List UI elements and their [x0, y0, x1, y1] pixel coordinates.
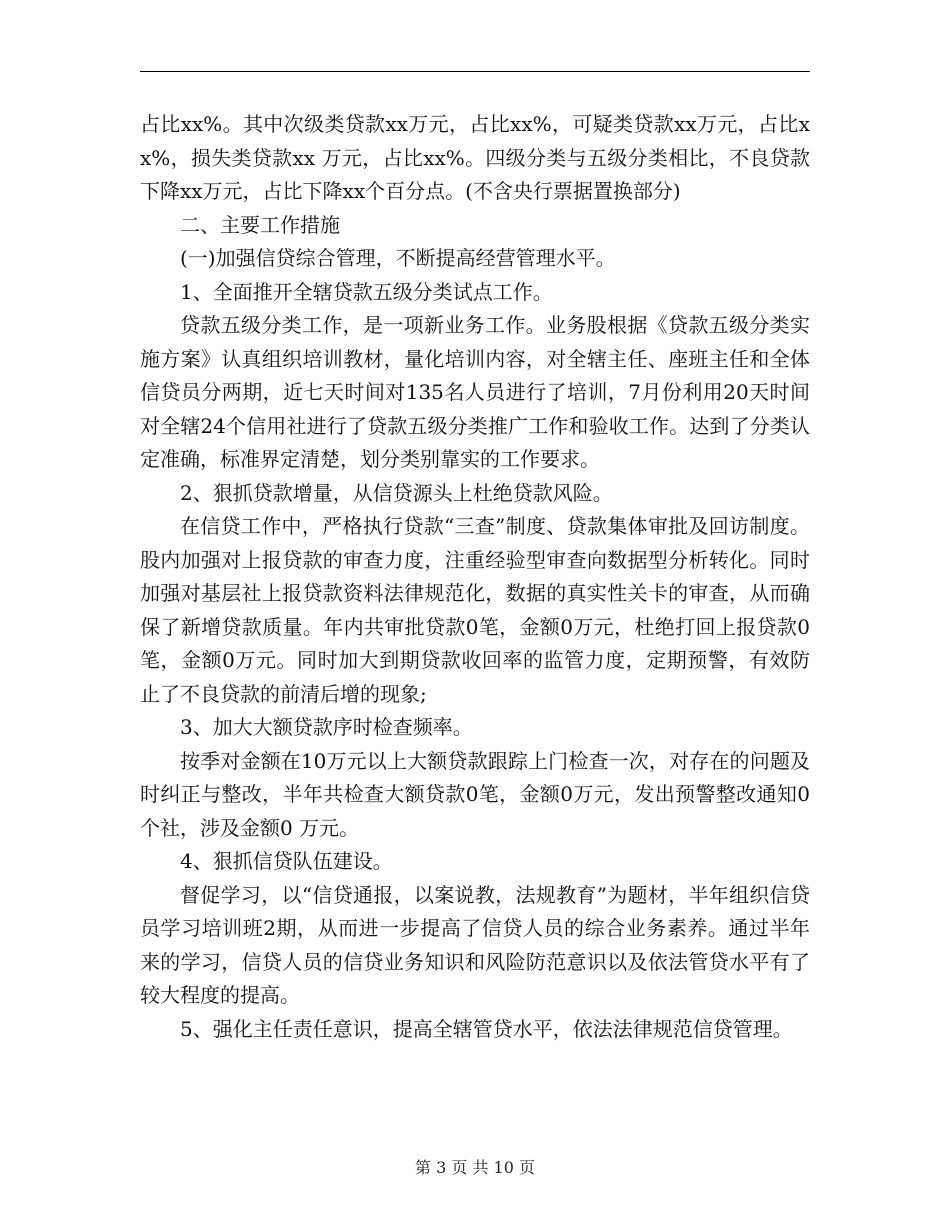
item-heading: 2、狠抓贷款增量，从信贷源头上杜绝贷款风险。: [180, 480, 613, 505]
header-rule: [140, 71, 810, 72]
page-number: 第 3 页 共 10 页: [415, 1158, 535, 1177]
paragraph: 在信贷工作中，严格执行贷款“三查”制度、贷款集体审批及回访制度。股内加强对上报贷款的审查力度，注重经验型审查向数据型分析转化。同时加强对基层社上报贷款资料法律规范化，数据的真实性关卡的审查，从而确保了新增贷款质量。年内共审批贷款0笔，金额0万元，杜绝打回上报贷款0笔，金额0万元。同时加大到期贷款收回率的监管力度，定期预警，有效防止了不良贷款的前清后增的现象;: [140, 514, 810, 706]
paragraph: 贷款五级分类工作，是一项新业务工作。业务股根据《贷款五级分类实施方案》认真组织培训教材，量化培训内容，对全辖主任、座班主任和全体信贷员分两期，近七天时间对135名人员进行了培训，7月份利用20天时间对全辖24个信用社进行了贷款五级分类推广工作和验收工作。达到了分类认定准确，标准界定清楚，划分类别靠实的工作要求。: [140, 313, 810, 471]
document-body: [140, 108, 810, 1046]
paragraph: 占比xx%。其中次级类贷款xx万元，占比xx%，可疑类贷款xx万元，占比xx%，损失类贷款xx 万元，占比xx%。四级分类与五级分类相比，不良贷款下降xx万元，占比下降xx个百分点。(不含央行票据置换部分): [140, 112, 810, 203]
item-heading: 5、强化主任责任意识，提高全辖管贷水平，依法法律规范信贷管理。: [180, 1016, 793, 1041]
paragraph: 按季对金额在10万元以上大额贷款跟踪上门检查一次，对存在的问题及时纠正与整改，半年共检查大额贷款0笔，金额0万元，发出预警整改通知0个社，涉及金额0 万元。: [140, 748, 810, 840]
item-heading: 4、狠抓信贷队伍建设。: [180, 849, 393, 873]
item-heading: 3、加大大额贷款序时检查频率。: [180, 715, 473, 739]
item-heading: 1、全面推开全辖贷款五级分类试点工作。: [180, 279, 553, 304]
subsection-heading: (一)加强信贷综合管理，不断提高经营管理水平。: [180, 246, 616, 270]
paragraph: 督促学习，以“信贷通报，以案说教，法规教育”为题材，半年组织信贷员学习培训班2期，从而进一步提高了信贷人员的综合业务素养。通过半年来的学习，信贷人员的信贷业务知识和风险防范意识以及依法管贷水平有了较大程度的提高。: [140, 882, 810, 1007]
section-heading: 二、主要工作措施: [180, 212, 340, 237]
